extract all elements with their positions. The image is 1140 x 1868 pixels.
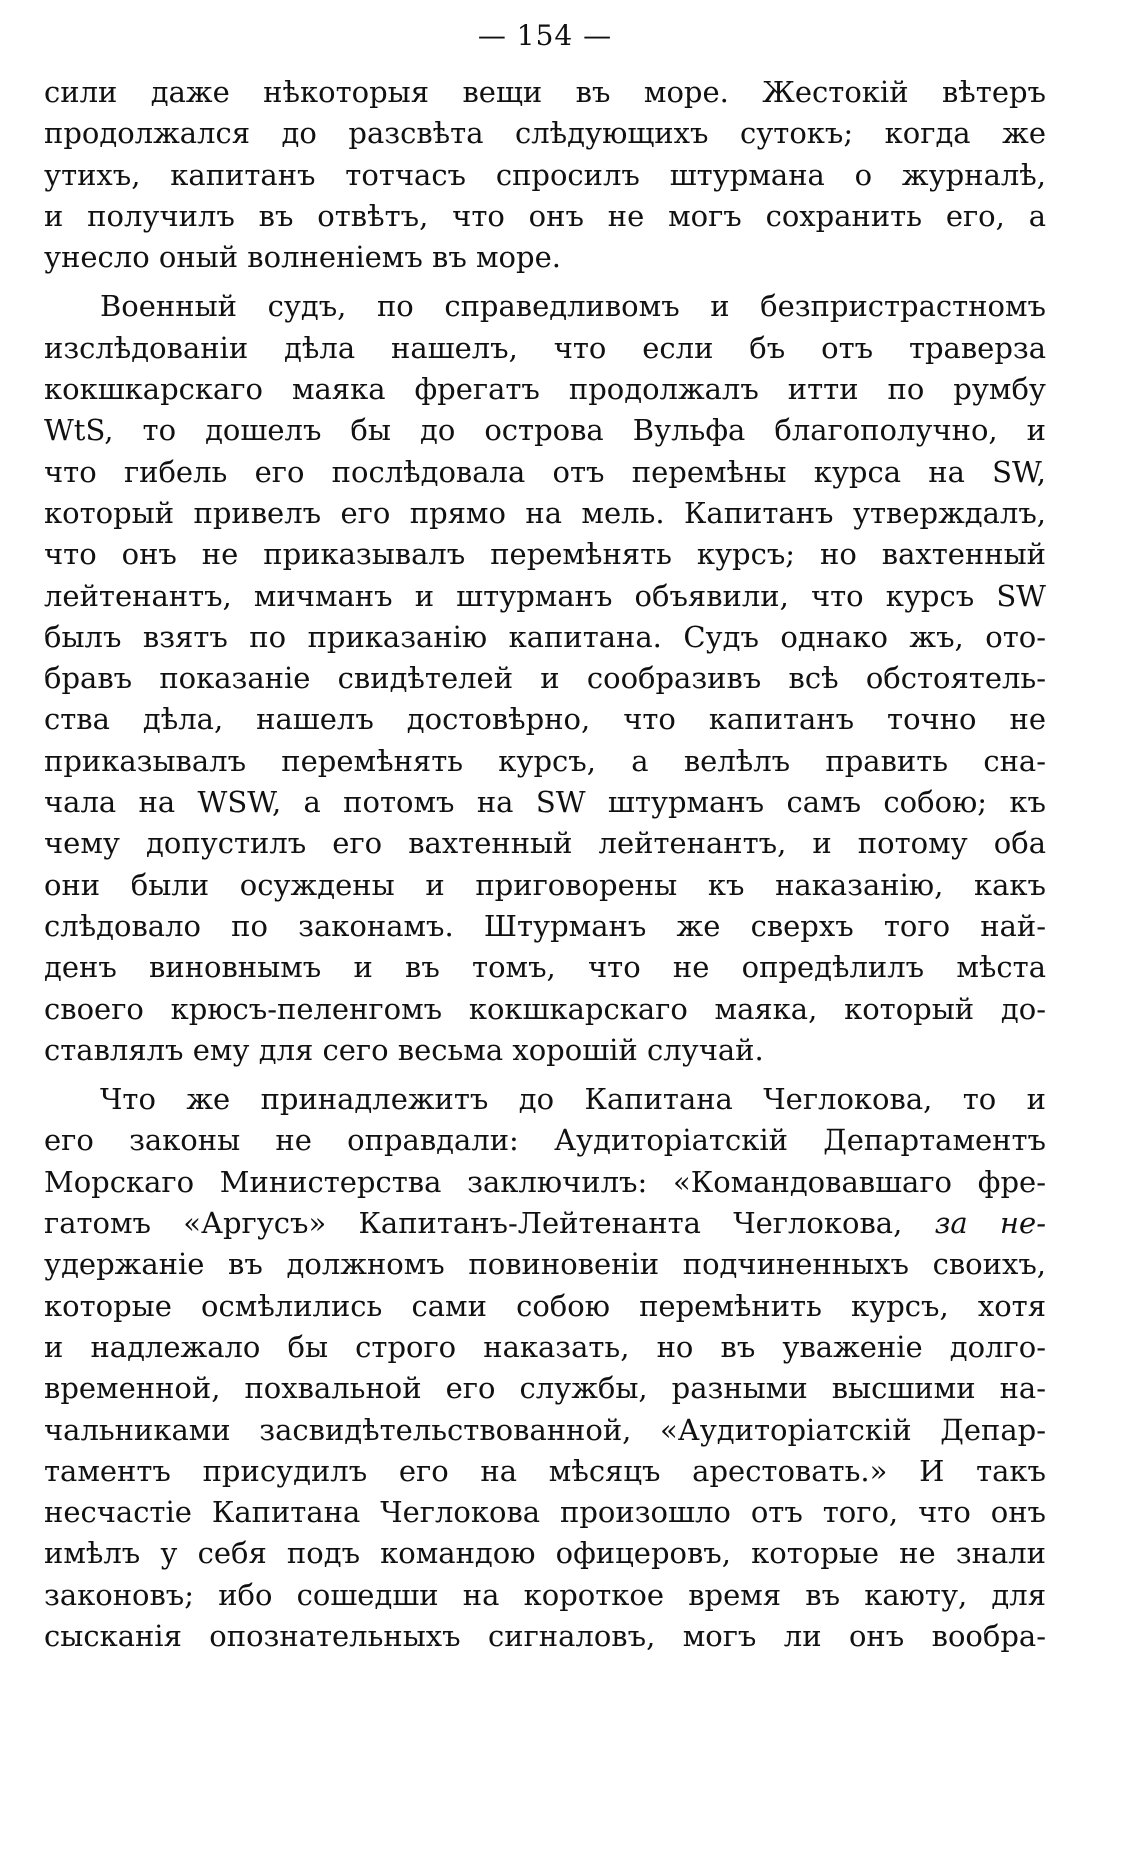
italic-text-line: удержаніе въ должномъ повиновеніи подчиненныхъ своихъ, (44, 1247, 1046, 1282)
text-line: что гибель его послѣдовала отъ перемѣны курса на SW, (44, 454, 1046, 489)
text-line: чальниками засвидѣтельствованной, «Аудиторіатскій Депар- (44, 1412, 1046, 1447)
text-line: они были осуждены и приговорены къ наказанію, какъ (44, 867, 1046, 902)
text-line: чему допустилъ его вахтенный лейтенантъ, и потому оба (44, 826, 1046, 861)
text-line: несчастіе Капитана Чеглокова произошло отъ того, что онъ (44, 1495, 1046, 1530)
text-line: слѣдовало по законамъ. Штурманъ же сверхъ того най- (44, 908, 1046, 943)
text-line: кокшкарскаго маяка фрегатъ продолжалъ итти по румбу (44, 372, 1046, 407)
text-line: ставлялъ ему для сего весьма хорошій случай. (44, 1032, 764, 1067)
text-line: сили даже нѣкоторыя вещи въ море. Жестокій вѣтеръ (44, 75, 1046, 109)
paragraph-3 (44, 1079, 1046, 1657)
paragraph-1 (44, 72, 1046, 278)
text-line: былъ взятъ по приказанію капитана. Судъ однако жъ, ото- (44, 619, 1046, 654)
text-line: который привелъ его прямо на мель. Капитанъ утверждалъ, (44, 495, 1046, 530)
text-line: лейтенантъ, мичманъ и штурманъ объявили, что курсъ SW (44, 578, 1046, 613)
text-line: бравъ показаніе свидѣтелей и сообразивъ всѣ обстоятель- (44, 661, 1046, 696)
text-line: и надлежало бы строго наказать, но въ уваженіе долго- (44, 1329, 1046, 1364)
italic-text-segment: за не- (934, 1206, 1046, 1241)
text-line: временной, похвальной его службы, разными высшими на- (44, 1371, 1046, 1406)
text-line: приказывалъ перемѣнять курсъ, а велѣлъ править сна- (44, 743, 1046, 778)
text-line: унесло оный волненіемъ въ море. (44, 240, 561, 275)
text-line: Что же принадлежитъ до Капитана Чеглокова, то и (100, 1082, 1046, 1117)
text-line: которые осмѣлились сами собою перемѣнить курсъ, хотя (44, 1288, 1046, 1323)
text-line: законовъ; ибо сошедши на короткое время въ каюту, для (44, 1577, 1046, 1612)
text-line: его законы не оправдали: Аудиторіатскій Департаментъ (44, 1123, 1046, 1158)
text-line: чала на WSW, а потомъ на SW штурманъ самъ собою; къ (44, 785, 1046, 820)
text-line: и получилъ въ отвѣтъ, что онъ не могъ сохранить его, а (44, 198, 1046, 233)
text-line: Морскаго Министерства заключилъ: «Командовавшаго фре- (44, 1164, 1046, 1199)
text-line: таментъ присудилъ его на мѣсяцъ арестовать.» И такъ (44, 1453, 1046, 1488)
text-line: WtS, то дошелъ бы до острова Вульфа благополучно, и (44, 413, 1046, 448)
text-line: сысканія опознательныхъ сигналовъ, могъ ли онъ вообра- (44, 1618, 1046, 1653)
text-line: изслѣдованіи дѣла нашелъ, что если бъ отъ траверза (44, 330, 1046, 365)
text-segment: гатомъ «Аргусъ» Капитанъ-Лейтенанта Чеглокова, (44, 1206, 903, 1241)
text-line: утихъ, капитанъ тотчасъ спросилъ штурмана о журналѣ, (44, 157, 1046, 192)
page-number: — 154 — (477, 19, 613, 52)
text-line: что онъ не приказывалъ перемѣнять курсъ; но вахтенный (44, 537, 1046, 572)
text-line: имѣлъ у себя подъ командою офицеровъ, которые не знали (44, 1536, 1046, 1571)
text-line: своего крюсъ-пеленгомъ кокшкарскаго маяка, который до- (44, 991, 1046, 1026)
text-line: ства дѣла, нашелъ достовѣрно, что капитанъ точно не (44, 702, 1046, 737)
text-line: денъ виновнымъ и въ томъ, что не опредѣлилъ мѣста (44, 950, 1046, 985)
text-line: продолжался до разсвѣта слѣдующихъ сутокъ; когда же (44, 116, 1046, 151)
text-line: Военный судъ, по справедливомъ и безпристрастномъ (100, 289, 1046, 324)
paragraph-2 (44, 286, 1046, 1071)
text-line-mixed (44, 1203, 1046, 1244)
